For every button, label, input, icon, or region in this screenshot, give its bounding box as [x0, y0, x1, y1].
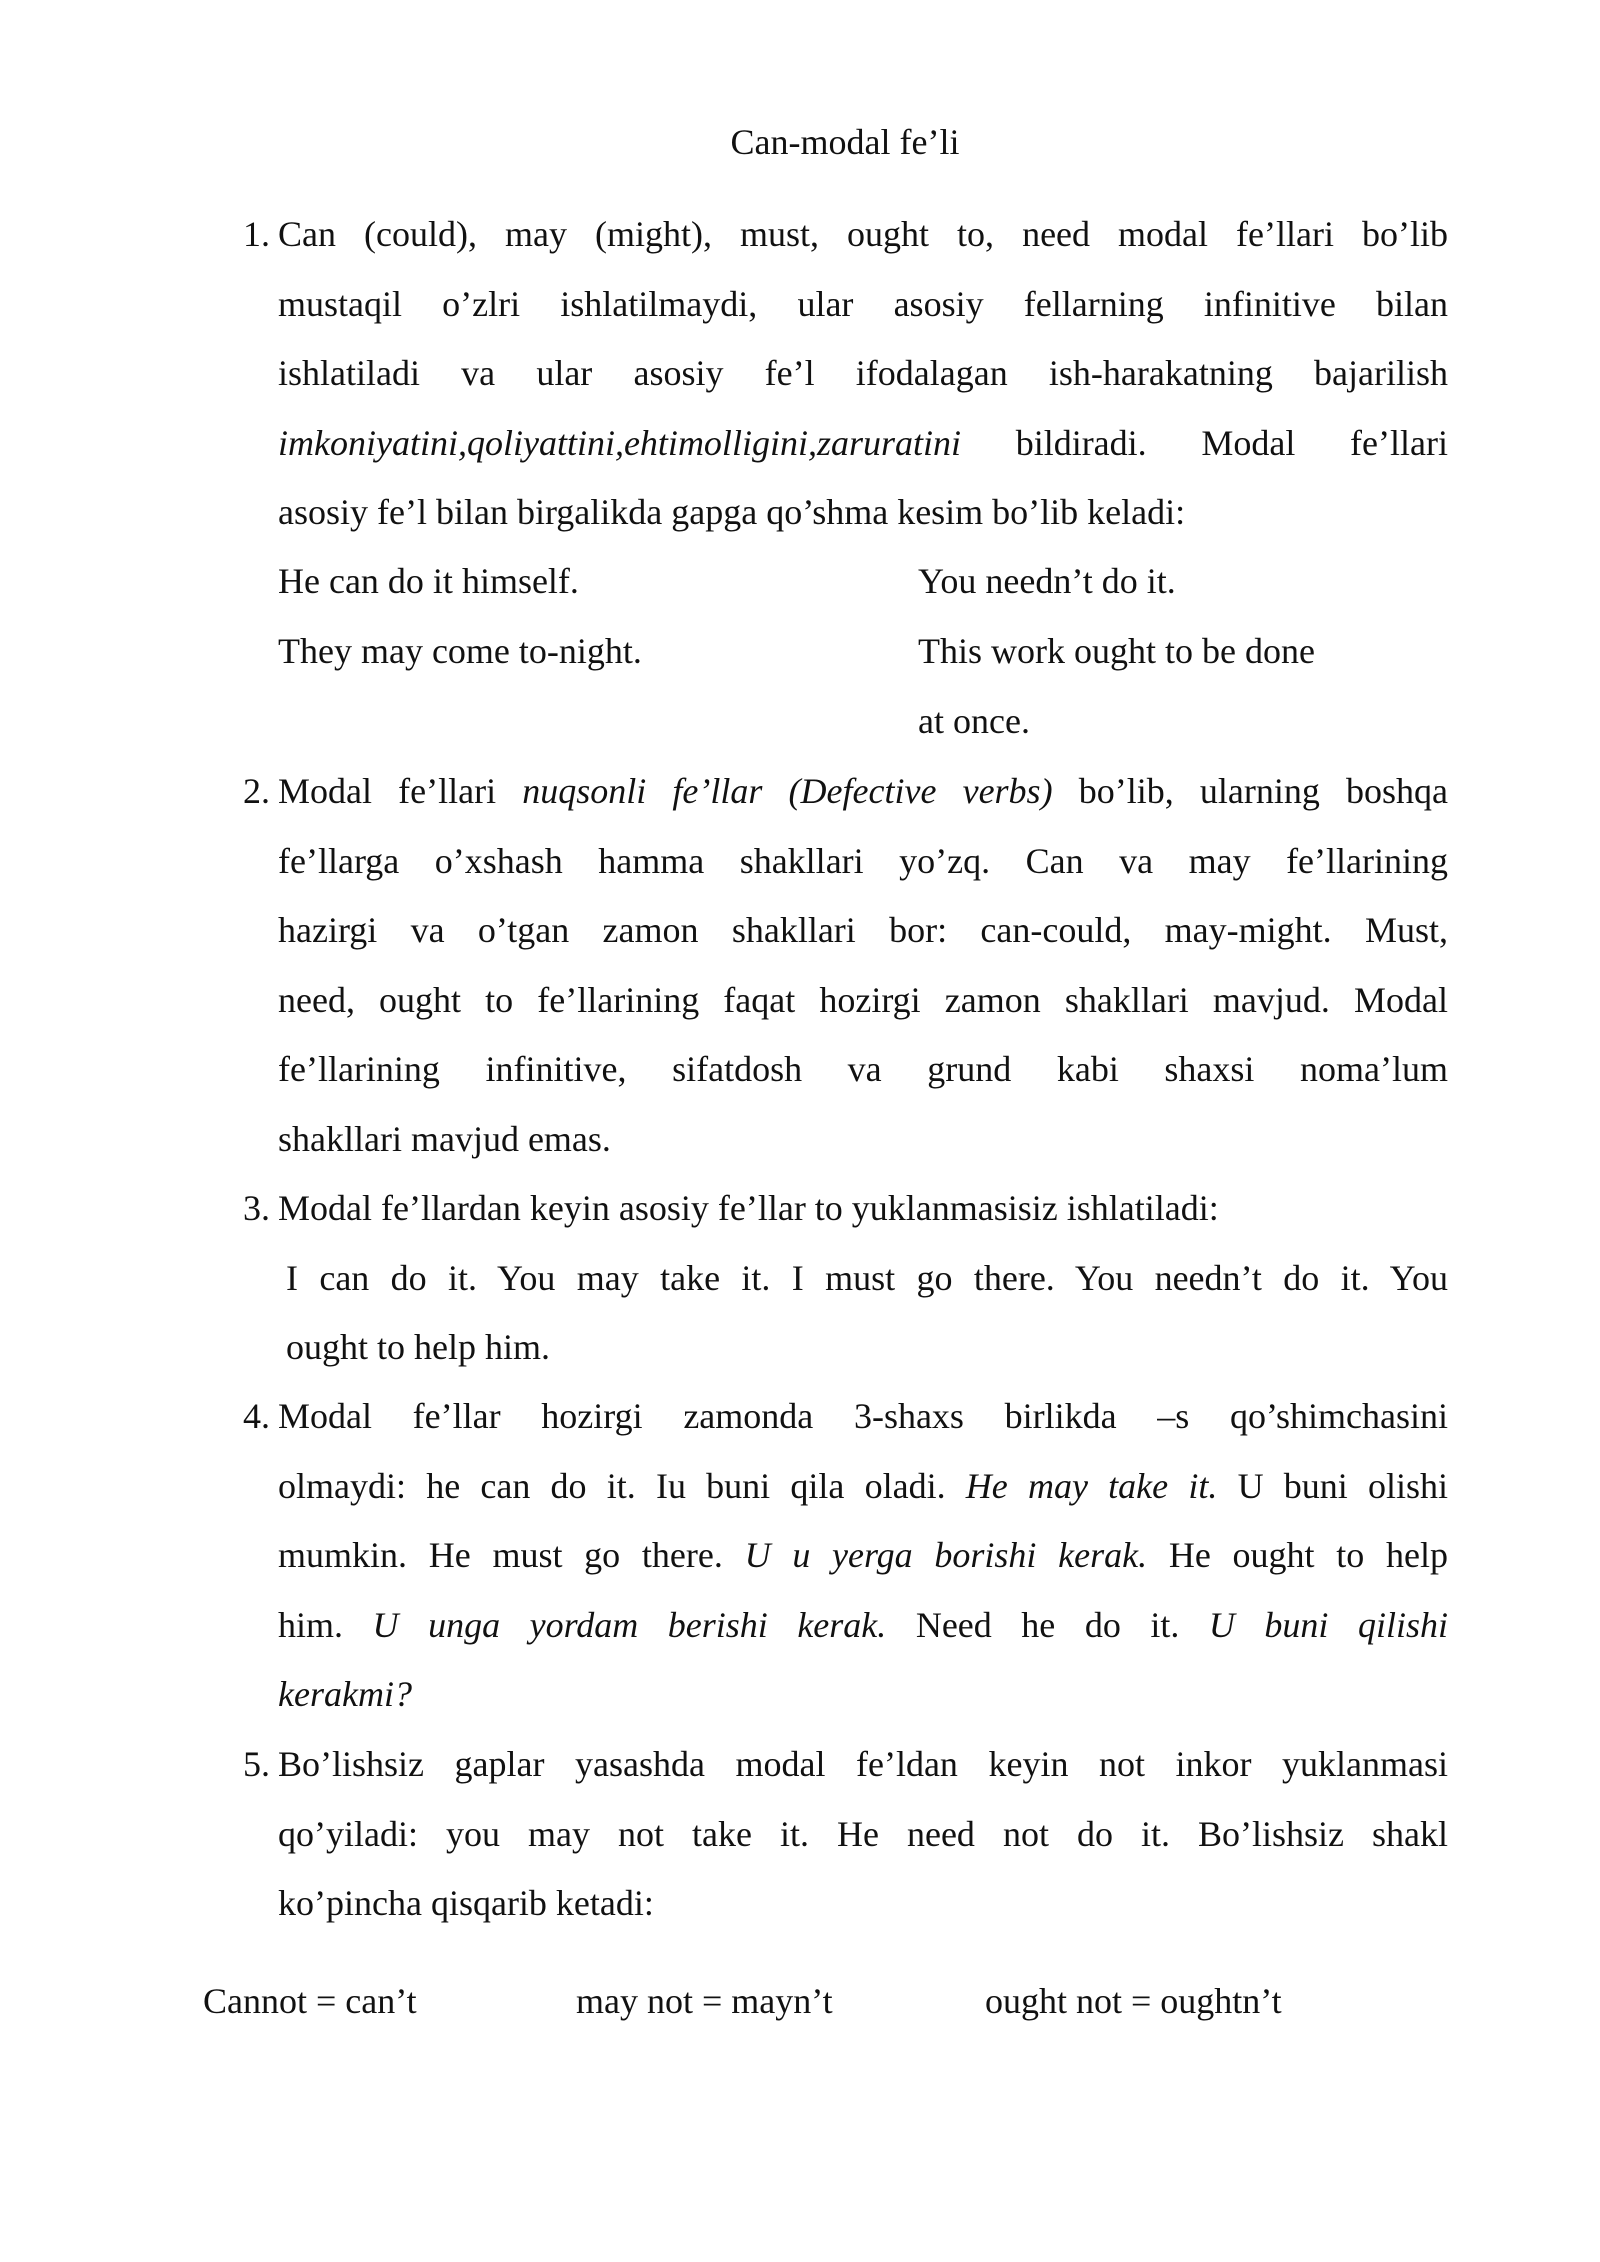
italic-text: nuqsonli fe’llar (Defective verbs): [522, 771, 1053, 811]
text-line: Can (could), may (might), must, ought to, need modal fe’llari bo’lib: [278, 214, 1448, 254]
text-span: him.: [278, 1604, 373, 1645]
text-span: Need he do it.: [886, 1604, 1209, 1645]
item-text: [278, 1730, 1448, 1939]
text-line: [278, 757, 1448, 827]
example-left-2: They may come to-night.: [278, 631, 642, 671]
text-span: bildiradi. Modal fe’llari: [960, 422, 1448, 463]
item-text: [278, 200, 1448, 548]
item-number: 5.: [243, 1744, 270, 1784]
text-span: Modal fe’llari: [278, 771, 523, 811]
item-text: [278, 1382, 1448, 1730]
text-line: [278, 409, 1448, 479]
text-line: ought to help him.: [286, 1327, 550, 1367]
text-line: Modal fe’llar hozirgi zamonda 3-shaxs birlikda –s qo’shimchasini: [278, 1396, 1448, 1436]
item-text: [278, 757, 1448, 1174]
italic-text: U buni qilishi: [1208, 1604, 1448, 1645]
italic-text: kerakmi?: [278, 1674, 412, 1714]
item-example: [286, 1244, 1448, 1383]
item-number: 2.: [243, 771, 270, 811]
contraction-may-not: may not = mayn’t: [576, 1981, 833, 2021]
example-right-2: This work ought to be done: [918, 631, 1315, 671]
text-line: need, ought to fe’llarining faqat hozirgi zamon shakllari mavjud. Modal: [278, 979, 1448, 1020]
italic-text: U unga yordam berishi kerak.: [372, 1604, 887, 1645]
text-line: ishlatiladi va ular asosiy fe’l ifodalagan ish-harakatning bajarilish: [278, 353, 1448, 393]
example-left-1: He can do it himself.: [278, 561, 579, 601]
text-line: shakllari mavjud emas.: [278, 1118, 611, 1159]
example-right-1: You needn’t do it.: [918, 561, 1176, 601]
text-line: [278, 1660, 1448, 1730]
text-line: hazirgi va o’tgan zamon shakllari bor: can-could, may-might. Must,: [278, 910, 1448, 950]
text-line: fe’llarining infinitive, sifatdosh va grund kabi shaxsi noma’lum: [278, 1049, 1448, 1089]
item-number: 4.: [243, 1396, 270, 1436]
text-line: ko’pincha qisqarib ketadi:: [278, 1883, 654, 1923]
text-line: [278, 1591, 1448, 1661]
text-line: fe’llarga o’xshash hamma shakllari yo’zq. Can va may fe’llarining: [278, 840, 1448, 881]
text-span: He ought to help: [1147, 1535, 1448, 1575]
text-line: asosiy fe’l bilan birgalikda gapga qo’shma kesim bo’lib keladi:: [278, 492, 1186, 532]
text-line: qo’yiladi: you may not take it. He need not do it. Bo’lishsiz shakl: [278, 1813, 1448, 1854]
italic-text: U u yerga borishi kerak.: [744, 1535, 1148, 1575]
contraction-ought-not: ought not = oughtn’t: [985, 1981, 1282, 2021]
item-number: 3.: [243, 1188, 270, 1228]
text-line: [278, 1452, 1448, 1522]
example-right-3: at once.: [918, 701, 1030, 741]
text-span: bo’lib, ularning boshqa: [1052, 771, 1448, 811]
item-number: 1.: [243, 214, 270, 254]
italic-text: He may take it.: [965, 1465, 1218, 1506]
text-line: I can do it. You may take it. I must go there. You needn’t do it. You: [286, 1257, 1448, 1298]
text-line: mustaqil o’zlri ishlatilmaydi, ular asosiy fellarning infinitive bilan: [278, 283, 1448, 324]
italic-text: imkoniyatini,qoliyattini,ehtimolligini,zaruratini: [278, 422, 961, 463]
text-span: mumkin. He must go there.: [278, 1535, 745, 1575]
text-line: Modal fe’llardan keyin asosiy fe’llar to yuklanmasisiz ishlatiladi:: [278, 1188, 1219, 1228]
page-title: Can-modal fe’li: [730, 122, 960, 162]
text-span: olmaydi: he can do it. Iu buni qila oladi.: [278, 1465, 966, 1506]
text-span: U buni olishi: [1217, 1465, 1449, 1506]
text-line: [278, 1521, 1448, 1591]
item-text: [278, 1174, 1448, 1244]
contraction-cannot: Cannot = can’t: [203, 1981, 417, 2021]
text-line: Bo’lishsiz gaplar yasashda modal fe’ldan keyin not inkor yuklanmasi: [278, 1744, 1448, 1784]
